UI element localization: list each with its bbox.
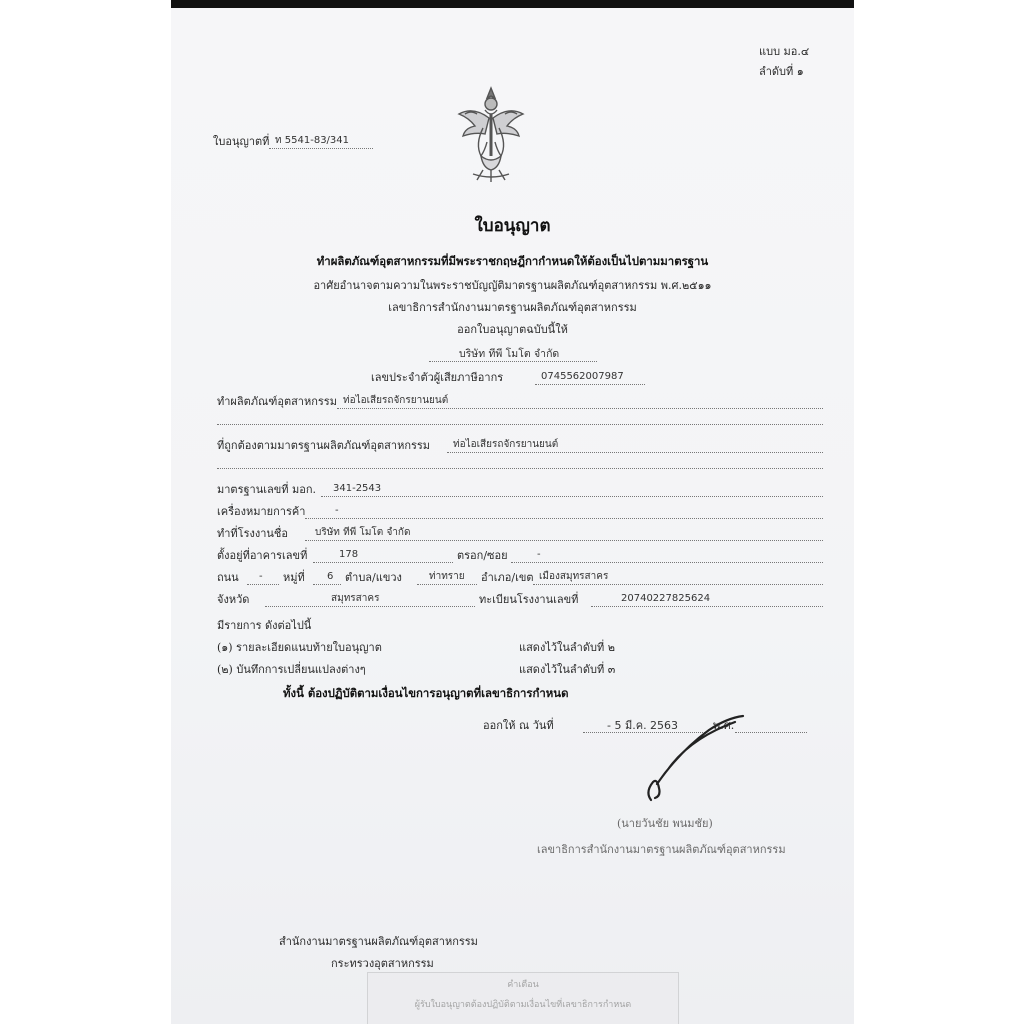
signatory-name: (นายวันชัย พนมชัย): [617, 817, 713, 830]
subdistrict-value: ท่าทราย: [429, 571, 465, 582]
form-code: แบบ มอ.๔: [759, 45, 810, 58]
issuer-line: เลขาธิการสำนักงานมาตรฐานผลิตภัณฑ์อุตสาหกรรม: [388, 301, 637, 314]
product-line-2: [217, 424, 823, 425]
factory-reg-label: ทะเบียนโรงงานเลขที่: [479, 593, 579, 606]
road-value: -: [259, 571, 263, 582]
standard-product-line: [447, 452, 823, 453]
tax-id-value: 0745562007987: [541, 371, 624, 382]
factory-line: [305, 540, 823, 541]
condition-line: ทั้งนี้ ต้องปฏิบัติตามเงื่อนไขการอนุญาตที่เลขาธิการกำหนด: [283, 686, 569, 700]
photo-top-edge: [171, 0, 854, 8]
alley-value: -: [537, 549, 541, 560]
issue-era: พ.ศ.: [713, 719, 735, 732]
tax-id-label: เลขประจำตัวผู้เสียภาษีอากร: [371, 371, 504, 384]
standard-no-value: 341-2543: [333, 483, 382, 494]
detail-item-1: (๑) รายละเอียดแนบท้ายใบอนุญาต: [217, 641, 382, 654]
trademark-value: -: [335, 505, 339, 516]
license-no-label: ใบอนุญาตที่: [213, 135, 270, 148]
document-subtitle: ทำผลิตภัณฑ์อุตสาหกรรมที่มีพระราชกฤษฎีกากำหนดให้ต้องเป็นไปตามมาตรฐาน: [316, 254, 709, 268]
issue-date-value: - 5 มี.ค. 2563: [607, 719, 679, 732]
province-line: [265, 606, 475, 607]
license-no-value: ท 5541-83/341: [275, 135, 350, 146]
warning-title: คำเตือน: [507, 980, 539, 990]
product-value: ท่อไอเสียรถจักรยานยนต์: [343, 395, 449, 406]
trademark-line: [305, 518, 823, 519]
standard-no-label: มาตรฐานเลขที่ มอก.: [217, 483, 317, 496]
building-no-line: [313, 562, 453, 563]
standard-product-label: ที่ถูกต้องตามมาตรฐานผลิตภัณฑ์อุตสาหกรรม: [217, 439, 431, 452]
warning-text: ผู้รับใบอนุญาตต้องปฏิบัติตามเงื่อนไขที่เลขาธิการกำหนด: [414, 1000, 632, 1010]
licensee-company: บริษัท ทีพี โมโต จำกัด: [459, 348, 560, 360]
factory-label: ทำที่โรงงานชื่อ: [217, 527, 289, 540]
standard-product-value: ท่อไอเสียรถจักรยานยนต์: [453, 439, 559, 450]
alley-line: [511, 562, 823, 563]
document-title: ใบอนุญาต: [474, 216, 551, 236]
building-no-value: 178: [339, 549, 359, 560]
issue-line: ออกใบอนุญาตฉบับนี้ให้: [457, 323, 568, 336]
footer-ministry: กระทรวงอุตสาหกรรม: [331, 957, 434, 970]
trademark-label: เครื่องหมายการค้า: [217, 505, 306, 518]
details-intro: มีรายการ ดังต่อไปนี้: [217, 619, 312, 632]
moo-label: หมู่ที่: [283, 571, 305, 584]
factory-value: บริษัท ทีพี โมโต จำกัด: [315, 527, 411, 538]
road-label: ถนน: [217, 571, 239, 584]
license-no-line: [269, 148, 373, 149]
district-value: เมืองสมุทรสาคร: [539, 571, 609, 582]
alley-label: ตรอก/ซอย: [457, 549, 508, 562]
authority-line: อาศัยอำนาจตามความในพระราชบัญญัติมาตรฐานผลิตภัณฑ์อุตสาหกรรม พ.ศ.๒๕๑๑: [313, 279, 712, 292]
road-line: [247, 584, 279, 585]
standard-no-line: [321, 496, 823, 497]
district-label: อำเภอ/เขต: [481, 571, 534, 584]
factory-reg-value: 20740227825624: [621, 593, 711, 604]
detail-item-2-ref: แสดงไว้ในลำดับที่ ๓: [519, 663, 616, 676]
issue-date-label: ออกให้ ณ วันที่: [483, 719, 554, 732]
standard-product-line-2: [217, 468, 823, 469]
detail-item-2: (๒) บันทึกการเปลี่ยนแปลงต่างๆ: [217, 663, 366, 676]
building-no-label: ตั้งอยู่ที่อาคารเลขที่: [217, 549, 308, 562]
province-value: สมุทรสาคร: [331, 593, 380, 604]
subdistrict-line: [417, 584, 477, 585]
warning-notice-box: [367, 972, 679, 1024]
factory-reg-line: [591, 606, 823, 607]
garuda-emblem: [455, 84, 527, 184]
detail-item-1-ref: แสดงไว้ในลำดับที่ ๒: [519, 641, 615, 654]
signature-scribble: [639, 708, 749, 808]
product-line: [337, 408, 823, 409]
subdistrict-label: ตำบล/แขวง: [345, 571, 402, 584]
tax-id-line: [535, 384, 645, 385]
district-line: [533, 584, 823, 585]
footer-office: สำนักงานมาตรฐานผลิตภัณฑ์อุตสาหกรรม: [279, 935, 478, 948]
signatory-position: เลขาธิการสำนักงานมาตรฐานผลิตภัณฑ์อุตสาหกรรม: [537, 843, 786, 856]
product-label: ทำผลิตภัณฑ์อุตสาหกรรม: [217, 395, 337, 408]
moo-value: 6: [327, 571, 334, 582]
licensee-line: [429, 361, 597, 362]
moo-line: [313, 584, 341, 585]
license-document: [171, 8, 854, 1024]
province-label: จังหวัด: [217, 593, 250, 606]
sequence-number: ลำดับที่ ๑: [759, 65, 804, 78]
